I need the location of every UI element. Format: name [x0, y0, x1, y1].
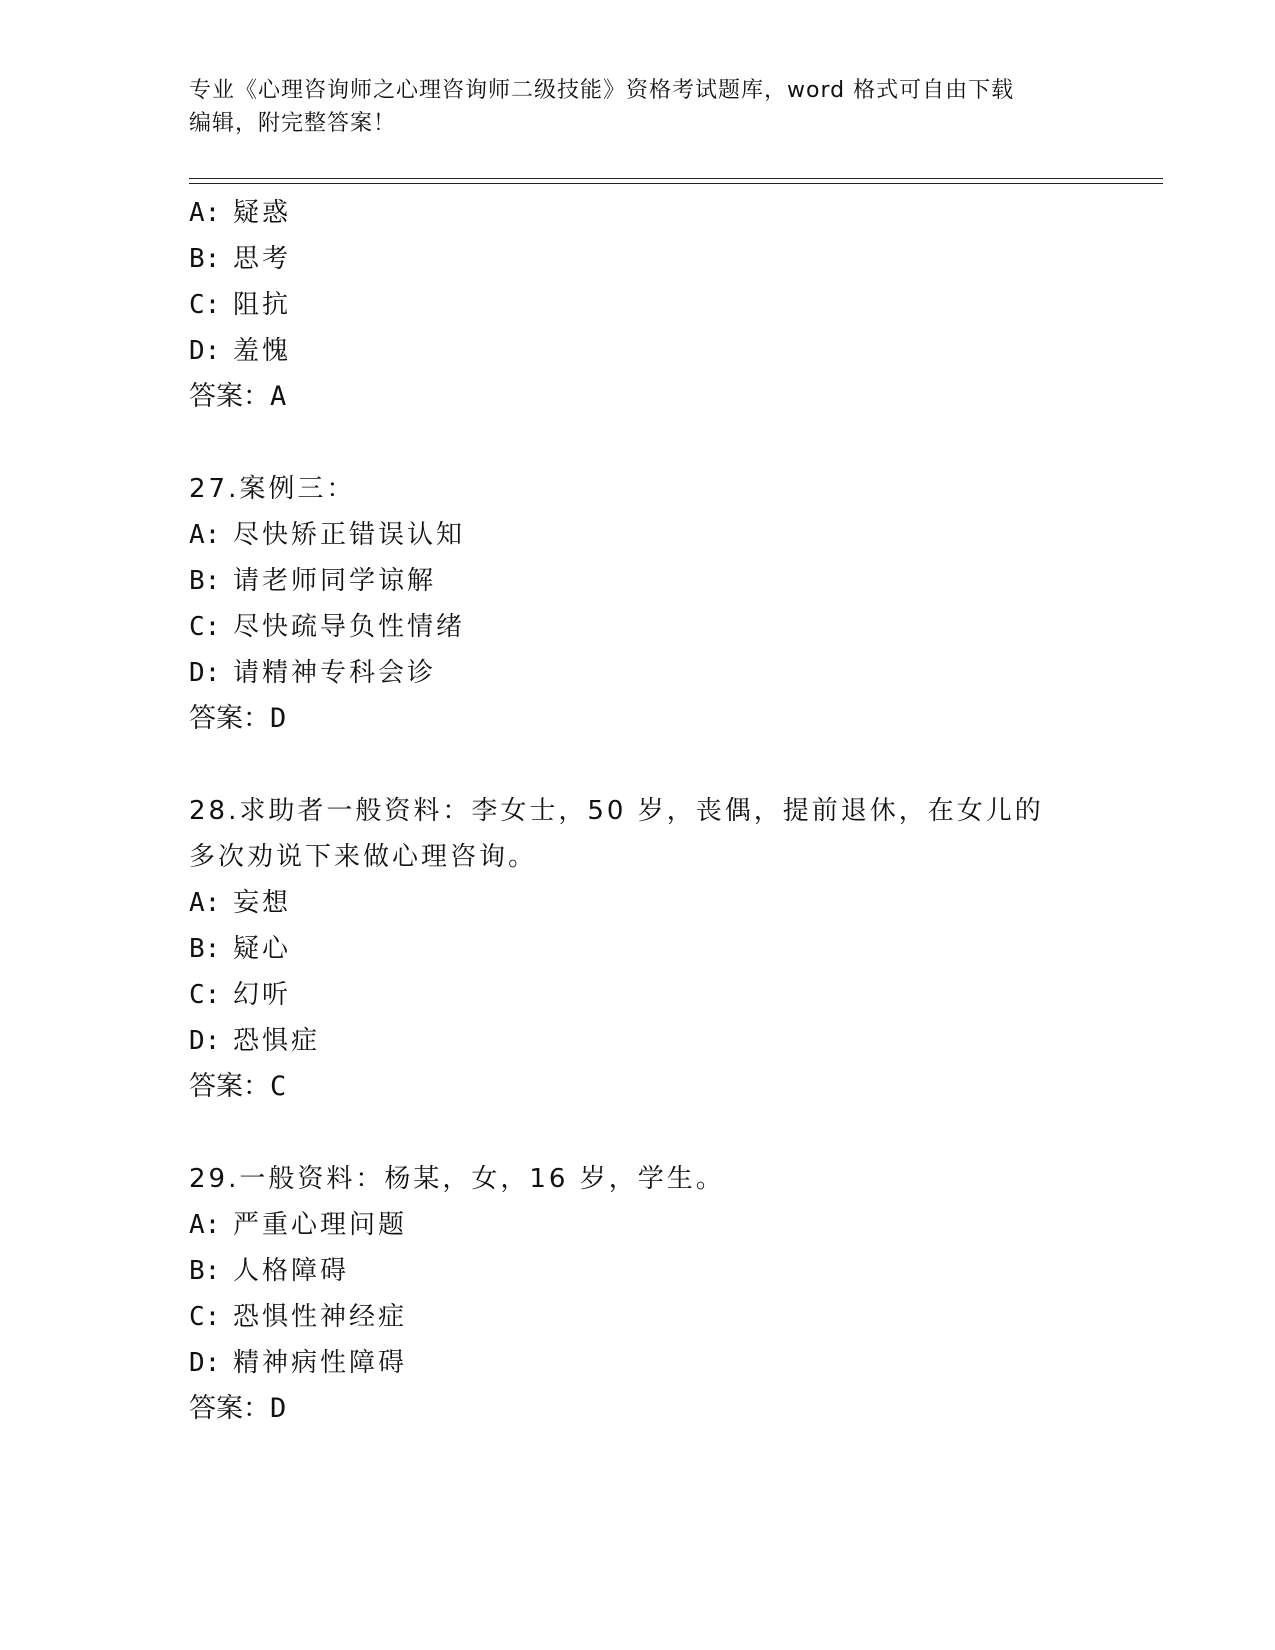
- question-block-28: [189, 788, 1089, 1110]
- header-divider-bottom: [189, 183, 1163, 184]
- option-letter: B:: [189, 934, 221, 964]
- option-text: 恐惧症: [233, 1026, 321, 1056]
- option-a: [189, 190, 1089, 236]
- question-list: [189, 190, 1089, 1432]
- option-a: [189, 1202, 1089, 1248]
- option-letter: C:: [189, 612, 221, 642]
- option-text: 尽快疏导负性情绪: [233, 612, 466, 642]
- answer-value: C: [270, 1071, 287, 1102]
- option-text: 幻听: [233, 980, 292, 1010]
- option-text: 人格障碍: [233, 1256, 350, 1286]
- option-d: [189, 650, 1089, 696]
- option-letter: C:: [189, 980, 221, 1010]
- option-text: 请老师同学谅解: [233, 566, 437, 596]
- option-letter: B:: [189, 1256, 221, 1286]
- question-block-29: [189, 1156, 1089, 1432]
- option-letter: D:: [189, 336, 221, 366]
- answer-value: D: [270, 1393, 287, 1424]
- header-divider-top: [189, 178, 1163, 179]
- header-line-1: 专业《心理咨询师之心理咨询师二级技能》资格考试题库，word 格式可自由下载: [189, 78, 1015, 103]
- option-letter: C:: [189, 290, 221, 320]
- option-letter: D:: [189, 658, 221, 688]
- answer-line: [189, 696, 1089, 742]
- option-text: 阻抗: [233, 290, 292, 320]
- option-c: [189, 972, 1089, 1018]
- option-c: [189, 604, 1089, 650]
- option-d: [189, 328, 1089, 374]
- option-letter: A:: [189, 1210, 221, 1240]
- option-letter: C:: [189, 1302, 221, 1332]
- answer-value: D: [270, 703, 287, 734]
- option-text: 思考: [233, 244, 292, 274]
- option-text: 精神病性障碍: [233, 1348, 408, 1378]
- question-stem: 29.一般资料：杨某，女，16 岁，学生。: [189, 1164, 725, 1194]
- option-letter: A:: [189, 888, 221, 918]
- option-letter: D:: [189, 1026, 221, 1056]
- option-letter: A:: [189, 198, 221, 228]
- document-header: [189, 74, 1069, 140]
- answer-line: [189, 374, 1089, 420]
- option-text: 尽快矫正错误认知: [233, 520, 466, 550]
- option-a: [189, 880, 1089, 926]
- option-c: [189, 1294, 1089, 1340]
- option-text: 疑心: [233, 934, 292, 964]
- option-text: 严重心理问题: [233, 1210, 408, 1240]
- answer-label: 答案：: [189, 1393, 270, 1424]
- option-letter: A:: [189, 520, 221, 550]
- option-letter: B:: [189, 244, 221, 274]
- option-text: 恐惧性神经症: [233, 1302, 408, 1332]
- option-b: [189, 1248, 1089, 1294]
- option-b: [189, 236, 1089, 282]
- option-letter: B:: [189, 566, 221, 596]
- option-text: 请精神专科会诊: [233, 658, 437, 688]
- answer-line: [189, 1064, 1089, 1110]
- question-stem: 28.求助者一般资料：李女士，50 岁，丧偶，提前退休，在女儿的多次劝说下来做心理咨询。: [189, 796, 1044, 872]
- question-stem: 27.案例三：: [189, 474, 356, 504]
- option-a: [189, 512, 1089, 558]
- option-b: [189, 926, 1089, 972]
- answer-label: 答案：: [189, 381, 270, 412]
- header-line-2: 编辑，附完整答案！: [189, 111, 397, 136]
- option-text: 疑惑: [233, 198, 292, 228]
- question-block-0: [189, 190, 1089, 420]
- option-d: [189, 1340, 1089, 1386]
- answer-line: [189, 1386, 1089, 1432]
- option-text: 妄想: [233, 888, 292, 918]
- option-c: [189, 282, 1089, 328]
- answer-label: 答案：: [189, 703, 270, 734]
- option-letter: D:: [189, 1348, 221, 1378]
- answer-value: A: [270, 381, 287, 412]
- question-block-27: [189, 466, 1089, 742]
- answer-label: 答案：: [189, 1071, 270, 1102]
- option-b: [189, 558, 1089, 604]
- option-d: [189, 1018, 1089, 1064]
- option-text: 羞愧: [233, 336, 292, 366]
